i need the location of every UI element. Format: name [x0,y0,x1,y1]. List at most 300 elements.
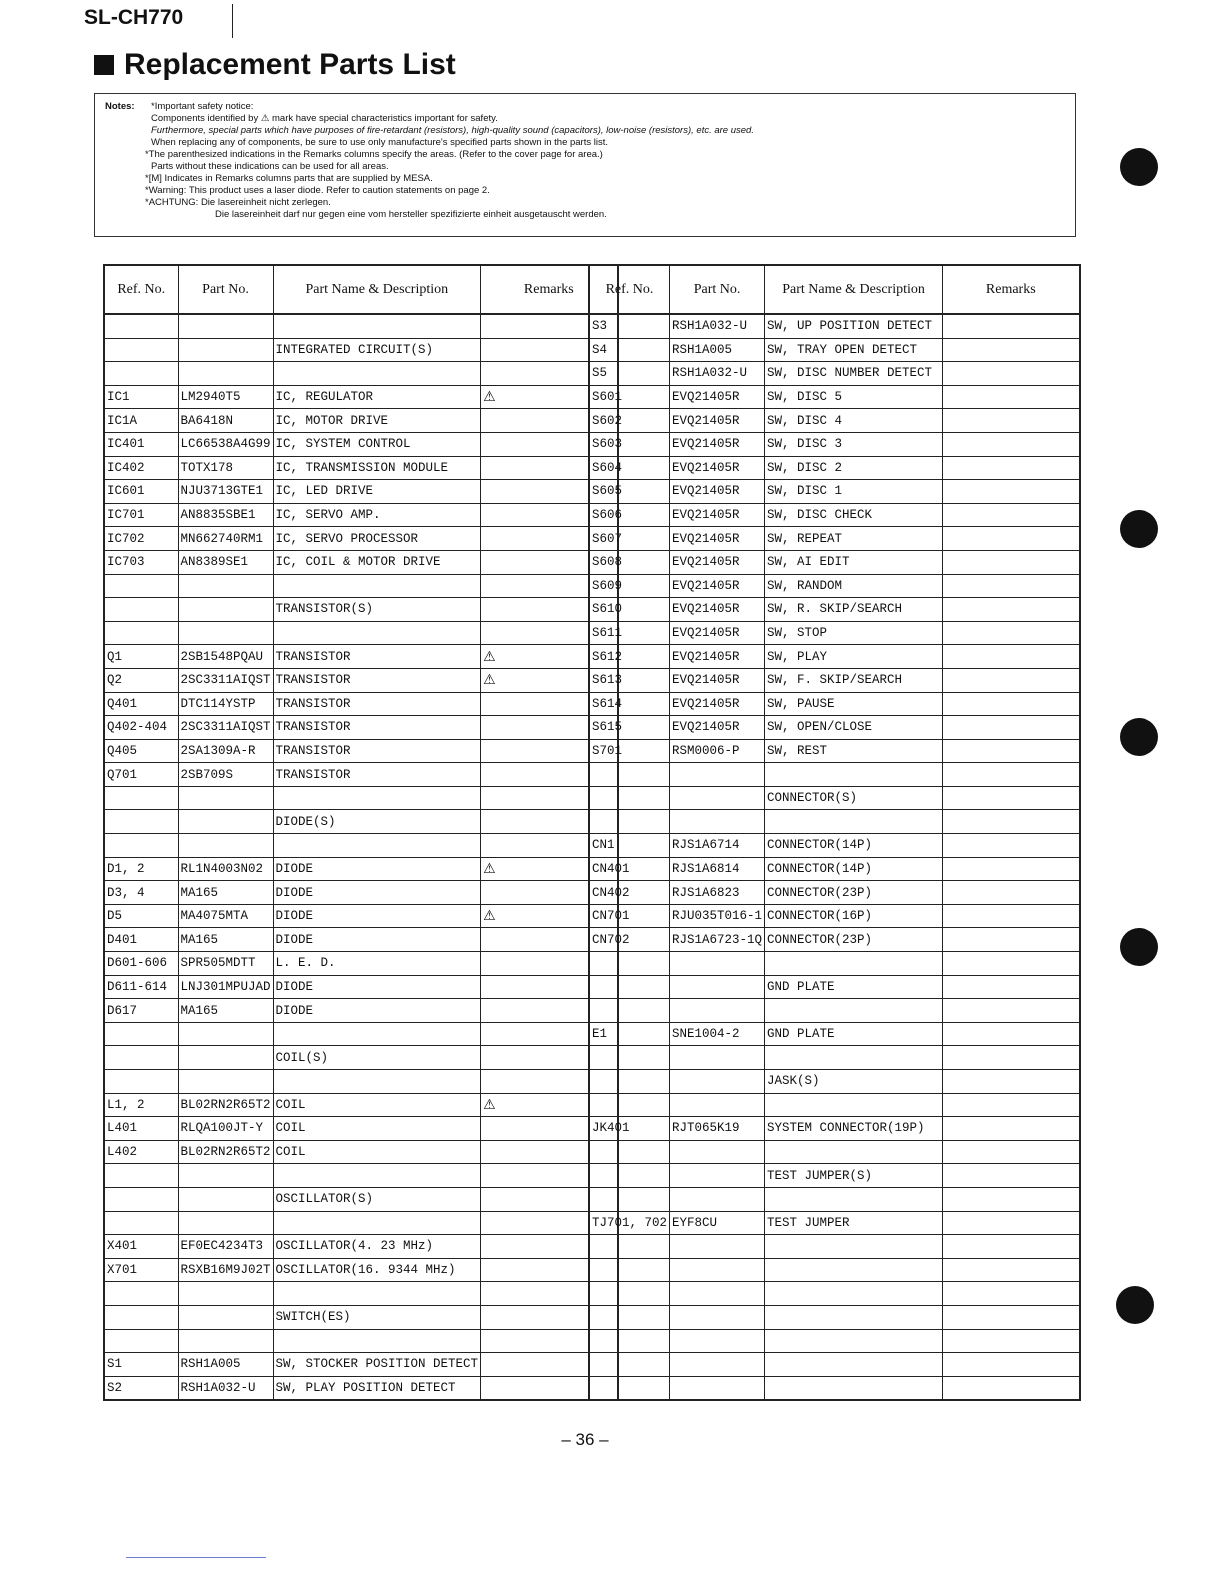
cell-part-no [178,598,273,622]
cell-description: SW, STOP [765,621,943,645]
cell-description: SW, DISC 4 [765,409,943,433]
cell-description [273,786,481,810]
table-row [589,1211,1080,1235]
binder-hole-icon [1120,718,1158,756]
cell-part-no [178,1022,273,1046]
cell-ref-no: S601 [589,385,670,409]
table-row [104,432,618,456]
parts-table-right [588,264,1081,1401]
binder-hole-icon [1120,148,1158,186]
cell-part-no: MA4075MTA [178,904,273,928]
cell-ref-no: S701 [589,739,670,763]
table-row [589,1093,1080,1117]
cell-description: TEST JUMPER(S) [765,1164,943,1188]
cell-remarks: ⚠ [481,1093,618,1117]
cell-part-no: 2SB1548PQAU [178,645,273,669]
cell-description: SW, PLAY POSITION DETECT [273,1376,481,1400]
binder-hole-icon [1116,1286,1154,1324]
cell-remarks [943,692,1080,716]
cell-remarks [943,645,1080,669]
cell-description: SW, REPEAT [765,527,943,551]
table-row [104,692,618,716]
cell-remarks: ⚠ [481,385,618,409]
cell-ref-no: S604 [589,456,670,480]
cell-description [765,1093,943,1117]
table-row [104,1046,618,1070]
cell-description [765,1258,943,1282]
table-row [589,1164,1080,1188]
table-row [589,1117,1080,1141]
binder-hole-icon [1120,510,1158,548]
cell-ref-no [589,1046,670,1070]
table-row [589,338,1080,362]
cell-remarks [943,1164,1080,1188]
cell-description: SW, F. SKIP/SEARCH [765,668,943,692]
cell-description: COIL(S) [273,1046,481,1070]
cell-remarks [943,362,1080,386]
cell-remarks [943,456,1080,480]
table-row [104,810,618,834]
table-row [589,1282,1080,1306]
cell-description: TRANSISTOR [273,645,481,669]
table-row [589,881,1080,905]
table-row [589,975,1080,999]
table-row [589,1376,1080,1400]
table-row [589,739,1080,763]
cell-ref-no [104,1046,178,1070]
cell-remarks [943,928,1080,952]
table-row [104,716,618,740]
cell-ref-no: L401 [104,1117,178,1141]
table-row [104,975,618,999]
table-header-row [104,265,618,314]
cell-part-no [670,786,765,810]
cell-ref-no [589,1164,670,1188]
cell-description [765,763,943,787]
cell-description [273,574,481,598]
cell-part-no: SPR505MDTT [178,952,273,976]
cell-description: TEST JUMPER [765,1211,943,1235]
cell-description: SYSTEM CONNECTOR(19P) [765,1117,943,1141]
notes-label: Notes: [105,101,135,112]
table-row [104,1211,618,1235]
cell-part-no [178,362,273,386]
cell-description [273,1022,481,1046]
table-row [589,480,1080,504]
cell-part-no: TOTX178 [178,456,273,480]
table-row [589,1235,1080,1259]
table-row [104,1093,618,1117]
cell-ref-no: IC1A [104,409,178,433]
cell-remarks [943,1376,1080,1400]
cell-ref-no: TJ701, 702 [589,1211,670,1235]
cell-ref-no: S608 [589,550,670,574]
cell-remarks [943,503,1080,527]
cell-ref-no: IC1 [104,385,178,409]
table-row [589,668,1080,692]
table-row [104,1140,618,1164]
note-line: When replacing any of components, be sure to use only manufacture's specified parts shown in the parts list. [151,137,609,148]
cell-remarks [943,574,1080,598]
table-row [589,527,1080,551]
cell-description: TRANSISTOR [273,716,481,740]
cell-ref-no [589,1258,670,1282]
cell-description: JASK(S) [765,1070,943,1094]
cell-part-no: EVQ21405R [670,503,765,527]
cell-remarks [943,739,1080,763]
table-row [104,999,618,1023]
cell-part-no: RJT065K19 [670,1117,765,1141]
cell-description [273,314,481,338]
cell-remarks [943,999,1080,1023]
cell-ref-no: S4 [589,338,670,362]
cell-part-no: AN8389SE1 [178,550,273,574]
cell-ref-no: Q405 [104,739,178,763]
cell-remarks [943,1329,1080,1353]
cell-part-no [670,763,765,787]
cell-part-no: 2SB709S [178,763,273,787]
cell-ref-no [104,1329,178,1353]
cell-part-no [178,338,273,362]
cell-description [273,621,481,645]
table-row [104,1305,618,1329]
table-row [589,362,1080,386]
cell-ref-no [104,621,178,645]
note-line: Parts without these indications can be used for all areas. [151,161,389,172]
cell-part-no [178,1305,273,1329]
cell-part-no: MA165 [178,881,273,905]
cell-description: DIODE [273,999,481,1023]
cell-ref-no [589,1376,670,1400]
cell-ref-no [589,1353,670,1377]
cell-ref-no: D617 [104,999,178,1023]
cell-ref-no [589,1187,670,1211]
cell-remarks [943,1211,1080,1235]
cell-description: SW, OPEN/CLOSE [765,716,943,740]
cell-ref-no [104,1070,178,1094]
cell-part-no: EVQ21405R [670,456,765,480]
table-row [589,409,1080,433]
cell-description: CONNECTOR(14P) [765,834,943,858]
table-row [589,1046,1080,1070]
table-row [589,550,1080,574]
cell-part-no: RJS1A6814 [670,857,765,881]
cell-part-no: EVQ21405R [670,598,765,622]
cell-ref-no: IC701 [104,503,178,527]
cell-ref-no: X701 [104,1258,178,1282]
cell-part-no: RJS1A6723-1Q [670,928,765,952]
cell-description: TRANSISTOR [273,692,481,716]
cell-part-no: MA165 [178,999,273,1023]
cell-remarks [943,716,1080,740]
cell-part-no: BL02RN2R65T2 [178,1093,273,1117]
cell-remarks [943,857,1080,881]
note-line: *The parenthesized indications in the Remarks columns specify the areas. (Refer to the cover page for area.) [145,149,603,160]
cell-ref-no: D401 [104,928,178,952]
cell-ref-no: S1 [104,1353,178,1377]
cell-description [765,999,943,1023]
cell-description: SW, UP POSITION DETECT [765,314,943,338]
cell-part-no: EVQ21405R [670,692,765,716]
table-row [104,409,618,433]
cell-ref-no: S605 [589,480,670,504]
table-row [589,786,1080,810]
cell-ref-no: CN401 [589,857,670,881]
table-row [104,1164,618,1188]
cell-part-no: RSH1A032-U [670,362,765,386]
cell-remarks [943,1093,1080,1117]
binder-hole-icon [1120,928,1158,966]
table-row [104,739,618,763]
cell-description: GND PLATE [765,1022,943,1046]
cell-ref-no: S611 [589,621,670,645]
cell-description: COIL [273,1140,481,1164]
cell-ref-no [589,1070,670,1094]
cell-remarks [943,1235,1080,1259]
table-row [104,338,618,362]
cell-part-no: EF0EC4234T3 [178,1235,273,1259]
cell-description: TRANSISTOR [273,739,481,763]
cell-description [765,1187,943,1211]
table-row [104,1353,618,1377]
cell-part-no: MN662740RM1 [178,527,273,551]
table-row [104,763,618,787]
cell-part-no: 2SC3311AIQST [178,716,273,740]
cell-remarks [943,1305,1080,1329]
cell-description: CONNECTOR(14P) [765,857,943,881]
table-row [104,621,618,645]
cell-ref-no: S2 [104,1376,178,1400]
cell-part-no: RSH1A005 [670,338,765,362]
cell-part-no [178,1187,273,1211]
table-row [589,1187,1080,1211]
cell-ref-no [589,786,670,810]
cell-part-no: SNE1004-2 [670,1022,765,1046]
cell-description: SW, DISC 5 [765,385,943,409]
table-row [104,550,618,574]
col-header-description: Part Name & Description [765,265,943,314]
cell-part-no [670,1140,765,1164]
table-row [104,881,618,905]
table-row [104,503,618,527]
cell-part-no: AN8835SBE1 [178,503,273,527]
cell-remarks [943,1258,1080,1282]
cell-part-no: RL1N4003N02 [178,857,273,881]
cell-ref-no [104,314,178,338]
cell-part-no [178,810,273,834]
cell-remarks [943,1117,1080,1141]
cell-ref-no: L1, 2 [104,1093,178,1117]
cell-description: DIODE [273,904,481,928]
cell-description: SW, REST [765,739,943,763]
cell-ref-no: CN402 [589,881,670,905]
cell-part-no [670,1305,765,1329]
cell-remarks [943,786,1080,810]
cell-ref-no: S609 [589,574,670,598]
cell-ref-no [104,1211,178,1235]
cell-description: SW, DISC 2 [765,456,943,480]
note-line: Die lasereinheit darf nur gegen eine vom hersteller spezifizierte einheit ausgetauscht werden. [215,209,607,220]
cell-remarks [943,952,1080,976]
table-row [104,314,618,338]
cell-part-no: EVQ21405R [670,668,765,692]
cell-ref-no: S612 [589,645,670,669]
cell-part-no: EVQ21405R [670,385,765,409]
cell-description: SW, DISC CHECK [765,503,943,527]
note-line: *[M] Indicates in Remarks columns parts that are supplied by MESA. [145,173,433,184]
cell-description: DIODE [273,857,481,881]
cell-remarks [943,1022,1080,1046]
cell-ref-no: E1 [589,1022,670,1046]
cell-part-no [178,1211,273,1235]
cell-part-no [178,621,273,645]
cell-remarks: ⚠ [481,668,618,692]
note-line: *ACHTUNG: Die lasereinheit nicht zerlegen. [145,197,331,208]
cell-part-no [670,1070,765,1094]
cell-ref-no [104,598,178,622]
cell-remarks [943,881,1080,905]
cell-ref-no: S606 [589,503,670,527]
cell-description: SW, AI EDIT [765,550,943,574]
cell-description: INTEGRATED CIRCUIT(S) [273,338,481,362]
cell-description [765,1353,943,1377]
cell-part-no: LNJ301MPUJAD [178,975,273,999]
cell-description: SW, STOCKER POSITION DETECT [273,1353,481,1377]
cell-ref-no: IC703 [104,550,178,574]
table-row [589,834,1080,858]
table-row [104,362,618,386]
cell-description [273,1211,481,1235]
cell-ref-no [104,834,178,858]
cell-part-no [178,1046,273,1070]
cell-ref-no: D611-614 [104,975,178,999]
cell-ref-no: D1, 2 [104,857,178,881]
cell-part-no [670,1164,765,1188]
cell-part-no [670,1258,765,1282]
cell-remarks [943,527,1080,551]
cell-part-no [670,1093,765,1117]
cell-description [765,952,943,976]
cell-description [765,1376,943,1400]
table-row [589,503,1080,527]
cell-ref-no: D601-606 [104,952,178,976]
cell-ref-no [104,810,178,834]
cell-ref-no: S615 [589,716,670,740]
cell-part-no [178,1070,273,1094]
cell-part-no: RSXB16M9J02T [178,1258,273,1282]
table-row [104,1258,618,1282]
page-title [94,48,456,82]
cell-part-no [178,314,273,338]
cell-description: OSCILLATOR(16. 9344 MHz) [273,1258,481,1282]
col-header-ref-no: Ref. No. [104,265,178,314]
col-header-part-no: Part No. [178,265,273,314]
cell-description: SWITCH(ES) [273,1305,481,1329]
cell-ref-no [589,763,670,787]
table-row [589,1305,1080,1329]
note-line: *Warning: This product uses a laser diode. Refer to caution statements on page 2. [145,185,490,196]
cell-part-no: LC66538A4G99 [178,432,273,456]
cell-ref-no [589,1329,670,1353]
cell-part-no [670,952,765,976]
cell-remarks [943,1353,1080,1377]
cell-ref-no: CN701 [589,904,670,928]
table-row [589,904,1080,928]
table-row [589,432,1080,456]
cell-part-no: BA6418N [178,409,273,433]
note-line: Furthermore, special parts which have purposes of fire-retardant (resistors), high-quality sound (capacitors), low-noise (resistors), etc. are used. [151,125,754,136]
cell-ref-no: JK401 [589,1117,670,1141]
cell-part-no: RLQA100JT-Y [178,1117,273,1141]
cell-part-no: DTC114YSTP [178,692,273,716]
cell-description: OSCILLATOR(4. 23 MHz) [273,1235,481,1259]
cell-remarks [943,834,1080,858]
cell-remarks: ⚠ [481,857,618,881]
cell-part-no [670,1353,765,1377]
table-row [589,999,1080,1023]
cell-part-no: RSM0006-P [670,739,765,763]
cell-part-no: BL02RN2R65T2 [178,1140,273,1164]
cell-description [765,1305,943,1329]
cell-part-no [178,574,273,598]
table-row [104,834,618,858]
table-row [104,1070,618,1094]
note-line: Components identified by ⚠ mark have special characteristics important for safety. [151,113,498,124]
cell-description [273,1070,481,1094]
cell-part-no [178,1164,273,1188]
cell-ref-no [589,1282,670,1306]
table-row [589,1022,1080,1046]
table-row [104,645,618,669]
table-row [104,857,618,881]
table-row [589,763,1080,787]
table-row [589,716,1080,740]
cell-ref-no [589,810,670,834]
cell-ref-no: S5 [589,362,670,386]
cell-description: SW, RANDOM [765,574,943,598]
cell-part-no: RSH1A032-U [178,1376,273,1400]
cell-part-no [178,834,273,858]
cell-ref-no [104,1164,178,1188]
cell-part-no [670,1329,765,1353]
cell-part-no [670,999,765,1023]
note-line: *Important safety notice: [151,101,254,112]
cell-remarks [943,668,1080,692]
cell-part-no: RSH1A032-U [670,314,765,338]
cell-description: SW, PAUSE [765,692,943,716]
cell-remarks [943,975,1080,999]
cell-ref-no: S614 [589,692,670,716]
cell-ref-no: Q2 [104,668,178,692]
cell-ref-no [104,362,178,386]
table-row [104,1022,618,1046]
cell-ref-no: D5 [104,904,178,928]
cell-part-no: EVQ21405R [670,527,765,551]
table-row [589,314,1080,338]
cell-remarks [943,904,1080,928]
cell-ref-no [104,1282,178,1306]
footer-rule [126,1557,266,1558]
cell-description [273,1329,481,1353]
cell-ref-no: IC402 [104,456,178,480]
cell-description: IC, SYSTEM CONTROL [273,432,481,456]
cell-part-no [670,1187,765,1211]
cell-description [765,1046,943,1070]
cell-remarks [943,550,1080,574]
cell-ref-no: Q1 [104,645,178,669]
cell-ref-no [104,574,178,598]
cell-description: COIL [273,1093,481,1117]
